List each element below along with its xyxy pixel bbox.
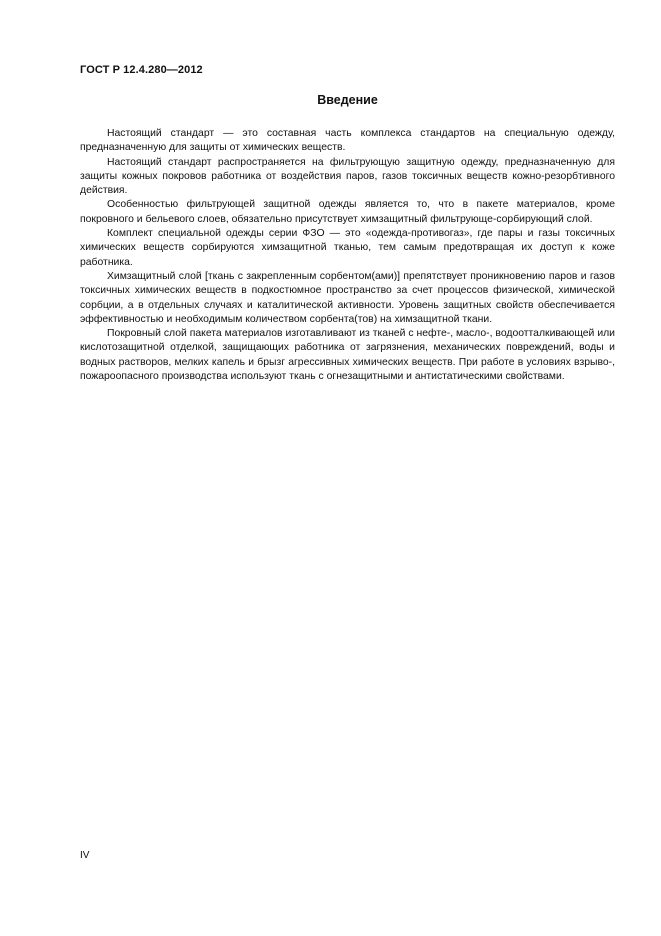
section-title: Введение — [317, 93, 378, 107]
document-code-header: ГОСТ Р 12.4.280—2012 — [80, 64, 203, 76]
page-number: IV — [80, 850, 90, 861]
paragraph: Настоящий стандарт распространяется на фильтрующую защитную одежду, предназначенную для защиты кожных покровов работника от воздействия паров, газов токсичных веществ кожно-резорбтивного действия. — [80, 156, 615, 197]
paragraph: Особенностью фильтрующей защитной одежды является то, что в пакете материалов, кроме покровного и бельевого слоев, обязательно присутствует химзащитный фильтрующе-сорбирующий слой. — [80, 199, 615, 225]
paragraph: Химзащитный слой [ткань с закрепленным сорбентом(ами)] препятствует проникновению паров и газов токсичных химических веществ в подкостюмное пространство за счет процессов физической, химической сорбции, а в отдельных случаях и каталитической активности. Уровень защитных свойств обеспечивается эффективностью и необходимым количеством сорбента(тов) на химзащитной ткани. — [80, 270, 615, 325]
paragraph: Настоящий стандарт — это составная часть комплекса стандартов на специальную одежду, предназначенную для защиты от химических веществ. — [80, 128, 615, 154]
introduction-body — [80, 127, 615, 384]
paragraph: Покровный слой пакета материалов изготавливают из тканей с нефте-, масло-, водоотталкивающей или кислотозащитной отделкой, защищающих работника от загрязнения, механических повреждений, воды и водных растворов, мелких капель и брызг агрессивных химических веществ. При работе в условиях взрыво-, пожароопасного производства используют ткань с огнезащитными и антистатическими свойствами. — [80, 328, 615, 383]
paragraph: Комплект специальной одежды серии ФЗО — это «одежда-противогаз», где пары и газы токсичных химических веществ сорбируются химзащитной тканью, тем самым предотвращая их доступ к коже работника. — [80, 228, 615, 268]
